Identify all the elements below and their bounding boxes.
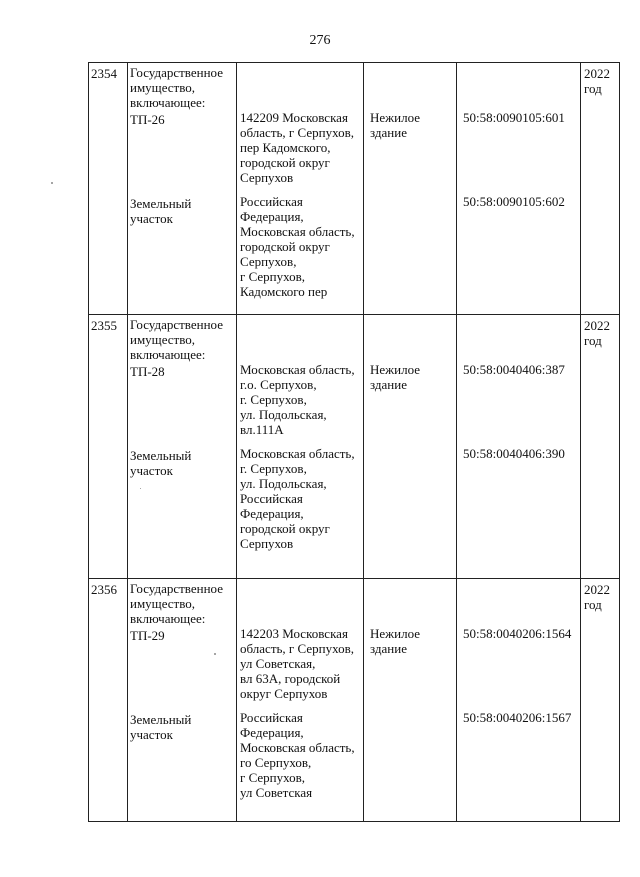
entry-number: 2354 xyxy=(91,66,117,81)
entry-number-cell xyxy=(89,63,128,111)
entry-number-cell xyxy=(89,579,128,627)
item-cadastral: 50:58:0090105:601 xyxy=(463,110,565,125)
item-name-cell xyxy=(128,626,237,710)
empty xyxy=(581,110,619,113)
empty-cell xyxy=(457,63,581,111)
item-row xyxy=(89,710,620,822)
entry-year: 2022 год xyxy=(584,318,610,348)
item-type-cell xyxy=(364,626,457,710)
empty xyxy=(89,446,127,449)
item-address: 142203 Московская область, г Серпухов, ул Советская, вл 63А, городской округ Серпухов xyxy=(240,626,354,701)
property-title: Государственное имущество, включающее: xyxy=(130,65,223,110)
item-type-cell xyxy=(364,110,457,194)
empty-cell xyxy=(89,110,128,194)
empty-cell xyxy=(457,579,581,627)
empty-cell xyxy=(581,626,620,710)
item-type-cell xyxy=(364,446,457,579)
item-row xyxy=(89,194,620,315)
item-address: Московская область, г.о. Серпухов, г. Серпухов, ул. Подольская, вл.111А xyxy=(240,362,355,437)
item-name: Земельный участок xyxy=(130,712,192,742)
empty xyxy=(89,194,127,197)
item-cadastral: 50:58:0090105:602 xyxy=(463,194,565,209)
empty xyxy=(89,110,127,113)
property-title: Государственное имущество, включающее: xyxy=(130,317,223,362)
item-cadastral-cell xyxy=(457,362,581,446)
empty-cell xyxy=(581,194,620,315)
empty-cell xyxy=(237,315,364,363)
item-cadastral: 50:58:0040206:1567 xyxy=(463,710,572,725)
item-name-cell xyxy=(128,194,237,315)
item-cadastral: 50:58:0040406:390 xyxy=(463,446,565,461)
item-address-cell xyxy=(237,194,364,315)
item-type-cell xyxy=(364,362,457,446)
item-address-cell xyxy=(237,446,364,579)
item-type-cell xyxy=(364,710,457,822)
entry-number: 2355 xyxy=(91,318,117,333)
empty-cell xyxy=(364,63,457,111)
item-cadastral-cell xyxy=(457,710,581,822)
entry-year: 2022 год xyxy=(584,66,610,96)
entry-year: 2022 год xyxy=(584,582,610,612)
empty-cell xyxy=(581,710,620,822)
item-name: Земельный участок xyxy=(130,448,192,478)
item-name-cell xyxy=(128,110,237,194)
empty-cell xyxy=(89,362,128,446)
item-type: Нежилое здание xyxy=(370,110,421,140)
item-name-cell xyxy=(128,362,237,446)
entry-year-cell xyxy=(581,63,620,111)
item-name: Земельный участок xyxy=(130,196,192,226)
scan-speck xyxy=(51,182,53,184)
table-body xyxy=(89,63,620,822)
entry-number: 2356 xyxy=(91,582,117,597)
empty xyxy=(89,362,127,365)
item-cadastral-cell xyxy=(457,626,581,710)
property-title-cell xyxy=(128,315,237,363)
empty-cell xyxy=(89,446,128,579)
item-type-cell xyxy=(364,194,457,315)
empty-cell xyxy=(89,710,128,822)
property-register-table xyxy=(88,62,620,822)
entry-row xyxy=(89,63,620,111)
property-title-cell xyxy=(128,63,237,111)
entry-year-cell xyxy=(581,579,620,627)
entry-year-cell xyxy=(581,315,620,363)
empty-cell xyxy=(457,315,581,363)
item-cadastral-cell xyxy=(457,446,581,579)
item-type: Нежилое здание xyxy=(370,362,421,392)
item-cadastral-cell xyxy=(457,110,581,194)
empty-cell xyxy=(237,63,364,111)
empty-cell xyxy=(581,110,620,194)
empty xyxy=(89,710,127,713)
item-address-cell xyxy=(237,710,364,822)
property-title: Государственное имущество, включающее: xyxy=(130,581,223,626)
item-type: Нежилое здание xyxy=(370,626,421,656)
item-row xyxy=(89,110,620,194)
empty-cell xyxy=(581,362,620,446)
item-name: ТП-26 xyxy=(130,112,165,127)
item-name-cell xyxy=(128,710,237,822)
item-address-cell xyxy=(237,110,364,194)
item-cadastral-cell xyxy=(457,194,581,315)
empty-cell xyxy=(89,194,128,315)
empty-cell xyxy=(364,315,457,363)
item-address: Московская область, г. Серпухов, ул. Подольская, Российская Федерация, городской округ Серпухов xyxy=(240,446,355,551)
property-title-cell xyxy=(128,579,237,627)
item-name: ТП-28 xyxy=(130,364,165,379)
item-address-cell xyxy=(237,362,364,446)
item-address: Российская Федерация, Московская область, городской округ Серпухов, г Серпухов, Кадомского пер xyxy=(240,194,355,299)
empty xyxy=(89,626,127,629)
empty xyxy=(581,362,619,365)
scan-speck xyxy=(140,488,141,489)
empty xyxy=(581,194,619,197)
item-row xyxy=(89,626,620,710)
entry-number-cell xyxy=(89,315,128,363)
item-cadastral: 50:58:0040406:387 xyxy=(463,362,565,377)
empty xyxy=(581,710,619,713)
empty-cell xyxy=(237,579,364,627)
page-number: 276 xyxy=(309,33,331,48)
empty-cell xyxy=(89,626,128,710)
entry-row xyxy=(89,579,620,627)
item-address-cell xyxy=(237,626,364,710)
scan-speck xyxy=(214,653,216,655)
item-name: ТП-29 xyxy=(130,628,165,643)
item-address: Российская Федерация, Московская область, го Серпухов, г Серпухов, ул Советская xyxy=(240,710,355,800)
item-cadastral: 50:58:0040206:1564 xyxy=(463,626,572,641)
empty-cell xyxy=(364,579,457,627)
item-name-cell xyxy=(128,446,237,579)
item-row xyxy=(89,446,620,579)
empty-cell xyxy=(581,446,620,579)
item-row xyxy=(89,362,620,446)
empty xyxy=(581,446,619,449)
entry-row xyxy=(89,315,620,363)
item-address: 142209 Московская область, г Серпухов, пер Кадомского, городской округ Серпухов xyxy=(240,110,354,185)
empty xyxy=(581,626,619,629)
